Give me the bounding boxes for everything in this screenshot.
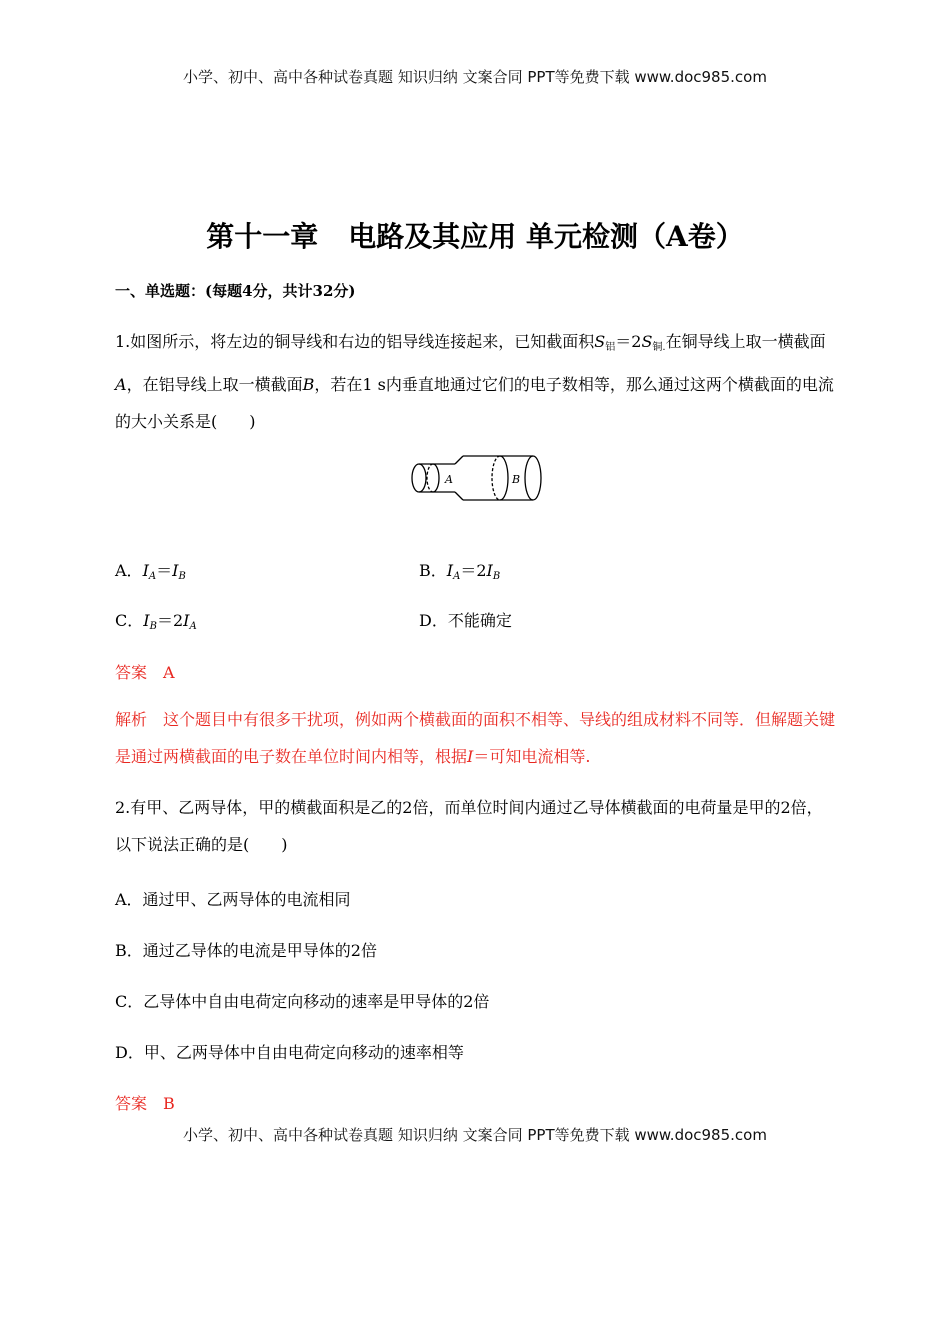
- copper-aluminum-wire-diagram: [405, 450, 545, 506]
- section-heading: 一、单选题：(每题4分，共计32分): [115, 282, 356, 300]
- label-section-a: A: [445, 473, 453, 486]
- label-section-b: B: [512, 473, 521, 486]
- q2-option-c: C．乙导体中自由电荷定向移动的速率是甲导体的2倍: [115, 992, 490, 1011]
- q1-option-a: A．$I_A=I_B$: [115, 561, 186, 582]
- question-1-stem: 1.如图所示，将左边的铜导线和右边的铝导线连接起来，已知截面积$S_铝=2S_{铜.}$在铜导线上取一横截面A，在铝导线上取一横截面B，若在1 s内垂直地通过它们的电子数相等，那么通过这两个横截面的电流的大小关系是( ): [115, 332, 834, 431]
- q1-option-c: C．$I_B=2I_A$: [115, 611, 197, 632]
- wire-figure: [405, 450, 545, 510]
- page-footer: 小学、初中、高中各种试卷真题 知识归纳 文案合同 PPT等免费下载 www.doc985.com: [183, 1126, 767, 1144]
- title-chapter: 第十一章: [206, 220, 319, 253]
- q2-option-a: A．通过甲、乙两导体的电流相同: [115, 890, 351, 909]
- q1-answer: 答案 A: [115, 663, 175, 682]
- q1-option-d: D．不能确定: [419, 611, 512, 630]
- q2-answer: 答案 B: [115, 1094, 175, 1113]
- q2-option-b: B．通过乙导体的电流是甲导体的2倍: [115, 941, 377, 960]
- q1-option-b: B．$I_A=2I_B$: [419, 561, 501, 582]
- page-title: [0, 215, 950, 255]
- title-subject: 电路及其应用 单元检测（A卷）: [348, 220, 744, 253]
- q1-analysis: 解析 这个题目中有很多干扰项，例如两个横截面的面积不相等、导线的组成材料不同等．但解题关键是通过两横截面的电子数在单位时间内相等，根据I＝可知电流相等.: [115, 710, 836, 766]
- question-2-stem: 2.有甲、乙两导体，甲的横截面积是乙的2倍，而单位时间内通过乙导体横截面的电荷量是甲的2倍，以下说法正确的是( ): [115, 798, 823, 854]
- q2-option-d: D．甲、乙两导体中自由电荷定向移动的速率相等: [115, 1043, 464, 1062]
- page-header: 小学、初中、高中各种试卷真题 知识归纳 文案合同 PPT等免费下载 www.doc985.com: [183, 68, 767, 86]
